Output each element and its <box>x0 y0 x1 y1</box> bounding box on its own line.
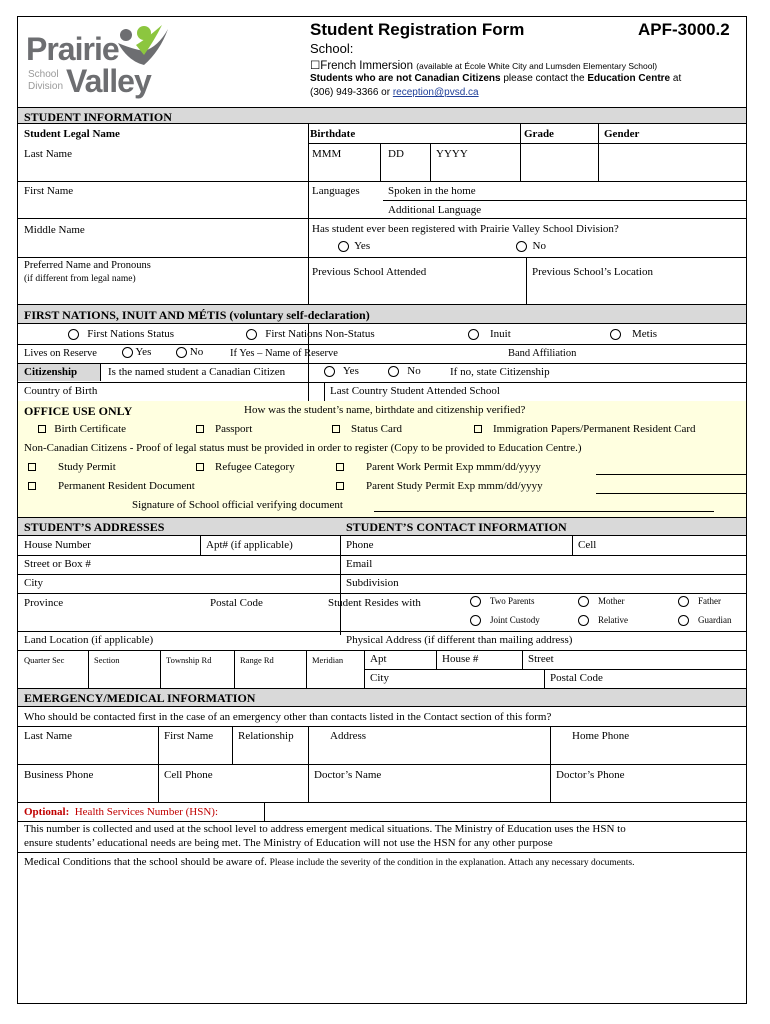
physical-house-field[interactable]: House # <box>442 653 479 665</box>
option-label: Refugee Category <box>215 461 295 473</box>
radio-icon <box>338 241 349 252</box>
citizenship-label <box>18 364 101 381</box>
radio-icon <box>388 366 399 377</box>
birth-year-field[interactable]: YYYY <box>436 148 468 160</box>
immigration-check[interactable] <box>474 423 696 435</box>
option-label: Passport <box>215 423 253 435</box>
meridian-field[interactable]: Meridian <box>312 655 344 665</box>
contact-heading: STUDENT’S CONTACT INFORMATION <box>346 520 567 534</box>
section-fnim <box>18 304 746 324</box>
reserve-name-field[interactable]: If Yes – Name of Reserve <box>230 348 338 359</box>
postal-code-field[interactable]: Postal Code <box>210 597 263 609</box>
section-heading: EMERGENCY/MEDICAL INFORMATION <box>24 691 256 705</box>
citizen-yes-option[interactable] <box>324 365 359 377</box>
option-label: Birth Certificate <box>54 423 127 435</box>
registration-form <box>17 16 747 1004</box>
quarter-sec-field[interactable]: Quarter Sec <box>24 655 65 665</box>
option-label: Yes <box>354 240 371 252</box>
option-label: Mother <box>598 596 625 606</box>
medical-note: Please include the severity of the condition in the explanation. Attach any necessary documents. <box>269 858 635 868</box>
language-spoken-home-field[interactable]: Spoken in the home <box>388 185 476 197</box>
band-affiliation-field[interactable]: Band Affiliation <box>508 348 577 359</box>
citizen-note-bold2: Education Centre <box>587 73 671 84</box>
figure-logo-icon <box>114 21 172 71</box>
citizen-note <box>310 73 681 84</box>
registered-yes-option[interactable] <box>338 240 370 252</box>
range-field[interactable]: Range Rd <box>240 655 274 665</box>
canadian-citizen-question: Is the named student a Canadian Citizen <box>108 366 286 378</box>
radio-icon <box>176 347 187 358</box>
first-nations-status-option[interactable] <box>68 328 174 340</box>
section-addresses <box>18 517 746 536</box>
checkbox-icon <box>38 425 46 433</box>
country-of-birth-field[interactable]: Country of Birth <box>24 385 98 397</box>
option-label: No <box>407 365 421 377</box>
physical-address-label: Physical Address (if different than mailing address) <box>346 634 573 646</box>
legal-name-label: Student Legal Name <box>24 128 120 140</box>
doctor-phone-field[interactable]: Doctor’s Phone <box>556 769 625 781</box>
citizen-note-mid: please contact the <box>503 73 585 84</box>
hsn-note-line1: This number is collected and used at the school level to address emergent medical situations. The Ministry of Education uses the HSN to <box>24 823 626 835</box>
gender-label: Gender <box>604 128 640 140</box>
checkbox-icon <box>28 482 36 490</box>
last-country-field[interactable]: Last Country Student Attended School <box>330 385 500 397</box>
mother-option[interactable] <box>578 596 625 607</box>
form-title: Student Registration Form <box>310 20 525 39</box>
signature-line[interactable] <box>374 511 714 512</box>
radio-icon <box>324 366 335 377</box>
last-name-field[interactable]: Last Name <box>24 148 72 160</box>
physical-apt-field[interactable]: Apt <box>370 653 387 665</box>
option-label: Yes <box>342 365 359 377</box>
cell-field[interactable]: Cell <box>578 539 597 551</box>
option-label: Permanent Resident Document <box>58 480 195 492</box>
option-label: Guardian <box>698 615 732 625</box>
logo-school: School <box>28 69 59 80</box>
study-permit-line[interactable] <box>596 493 746 494</box>
radio-icon <box>578 596 589 607</box>
preferred-name-note: (if different from legal name) <box>24 274 136 284</box>
option-label: Immigration Papers/Permanent Resident Card <box>493 423 696 435</box>
apt-field[interactable]: Apt# (if applicable) <box>206 539 293 551</box>
non-canadian-note: Non-Canadian Citizens - Proof of legal status must be provided in order to register (Copy to be provided to Education Centre.) <box>24 442 582 454</box>
option-label: First Nations Status <box>87 328 175 340</box>
registered-question: Has student ever been registered with Prairie Valley School Division? <box>312 223 619 235</box>
verify-question: How was the student’s name, birthdate and citizenship verified? <box>244 404 526 416</box>
physical-street-field[interactable]: Street <box>528 653 554 665</box>
logo-valley: Valley <box>66 63 151 99</box>
reserve-no-option[interactable] <box>176 346 203 358</box>
radio-icon <box>578 615 589 626</box>
option-label: Relative <box>598 615 628 625</box>
metis-option[interactable] <box>610 328 657 340</box>
middle-name-field[interactable]: Middle Name <box>24 224 85 236</box>
lives-on-reserve-label: Lives on Reserve <box>24 348 97 359</box>
section-field[interactable]: Section <box>94 655 120 665</box>
province-field[interactable]: Province <box>24 597 64 609</box>
work-permit-check[interactable] <box>336 461 541 473</box>
checkbox-icon <box>196 463 204 471</box>
additional-language-field[interactable]: Additional Language <box>388 204 482 216</box>
work-permit-line[interactable] <box>596 474 746 475</box>
cell-phone-field[interactable]: Cell Phone <box>164 769 213 781</box>
emergency-last-name-field[interactable]: Last Name <box>24 730 72 742</box>
permanent-resident-check[interactable] <box>28 480 195 492</box>
radio-icon <box>678 596 689 607</box>
previous-school-field[interactable]: Previous School Attended <box>312 266 427 278</box>
option-label: Parent Work Permit Exp mmm/dd/yyyy <box>366 461 541 473</box>
option-label: Father <box>698 596 721 606</box>
preferred-name-field[interactable]: Preferred Name and Pronouns <box>24 260 151 271</box>
section-heading: STUDENT’S ADDRESSES <box>24 520 165 534</box>
citizen-note-bold: Students who are not Canadian Citizens <box>310 73 501 84</box>
section-student-information <box>18 107 746 124</box>
hsn-field[interactable] <box>24 806 218 818</box>
checkbox-icon <box>332 425 340 433</box>
citizen-note-end: at <box>672 73 682 84</box>
hsn-note-line2: ensure students’ educational needs are being met. The Ministry of Education will not use the HSN for any other purpose <box>24 837 553 849</box>
medical-label: Medical Conditions that the school should be aware of. <box>24 856 267 868</box>
option-label: Metis <box>632 328 658 340</box>
resides-with-label: Student Resides with <box>328 597 421 609</box>
radio-icon <box>68 329 79 340</box>
emergency-first-name-field[interactable]: First Name <box>164 730 214 742</box>
medical-conditions-field[interactable] <box>24 856 634 868</box>
first-nations-non-status-option[interactable] <box>246 328 375 340</box>
signature-label: Signature of School official verifying document <box>132 499 343 511</box>
contact-line <box>310 87 479 98</box>
option-label: No <box>189 346 204 358</box>
option-label: Parent Study Permit Exp mmm/dd/yyyy <box>366 480 543 492</box>
physical-city-field[interactable]: City <box>370 672 389 684</box>
office-phone: (306) 949-3366 or <box>310 87 391 98</box>
study-permit-check[interactable] <box>28 461 116 473</box>
emergency-question: Who should be contacted first in the case of an emergency other than contacts listed in the Contact section of this form? <box>24 711 552 723</box>
section-heading: STUDENT INFORMATION <box>24 110 172 124</box>
relative-option[interactable] <box>578 615 628 626</box>
option-label: Study Permit <box>58 461 116 473</box>
radio-icon <box>470 615 481 626</box>
joint-custody-option[interactable] <box>470 615 540 626</box>
radio-icon <box>468 329 479 340</box>
option-label: Two Parents <box>489 596 535 606</box>
checkbox-icon <box>28 463 36 471</box>
hsn-label: Health Services Number (HSN): <box>74 806 219 818</box>
french-immersion-option[interactable] <box>310 58 657 72</box>
office-email-link[interactable]: reception@pvsd.ca <box>392 87 479 98</box>
guardian-option[interactable] <box>678 615 732 626</box>
languages-label: Languages <box>312 185 360 197</box>
physical-postal-field[interactable]: Postal Code <box>550 672 603 684</box>
option-label: Yes <box>135 346 152 358</box>
french-note: (available at École White City and Lumsden Elementary School) <box>416 61 658 71</box>
radio-icon <box>470 596 481 607</box>
subdivision-field[interactable]: Subdivision <box>346 577 399 589</box>
citizen-no-option[interactable] <box>388 365 421 377</box>
first-name-field[interactable]: First Name <box>24 185 74 197</box>
french-immersion-label: ☐French Immersion <box>310 60 413 72</box>
checkbox-icon <box>474 425 482 433</box>
township-field[interactable]: Township Rd <box>166 655 212 665</box>
logo-division: Division <box>28 81 64 92</box>
house-number-field[interactable]: House Number <box>24 539 91 551</box>
radio-icon <box>610 329 621 340</box>
optional-label: Optional: <box>24 806 70 818</box>
checkbox-icon <box>196 425 204 433</box>
citizenship-label-text: Citizenship <box>24 366 78 378</box>
business-phone-field[interactable]: Business Phone <box>24 769 94 781</box>
previous-school-location-field[interactable]: Previous School’s Location <box>532 266 653 278</box>
passport-check[interactable] <box>196 423 252 435</box>
city-field[interactable]: City <box>24 577 43 589</box>
birth-day-field[interactable]: DD <box>388 148 404 160</box>
school-label: School: <box>310 41 354 56</box>
checkbox-icon <box>336 463 344 471</box>
option-label: Status Card <box>351 423 403 435</box>
refugee-check[interactable] <box>196 461 295 473</box>
two-parents-option[interactable] <box>470 596 534 607</box>
radio-icon <box>516 241 527 252</box>
land-location-label: Land Location (if applicable) <box>24 634 154 646</box>
emergency-address-field[interactable]: Address <box>330 730 367 742</box>
option-label: Inuit <box>490 328 511 340</box>
radio-icon <box>678 615 689 626</box>
radio-icon <box>122 347 133 358</box>
email-field[interactable]: Email <box>346 558 373 570</box>
registered-no-option[interactable] <box>516 240 546 252</box>
option-label: First Nations Non-Status <box>265 328 375 340</box>
grade-label: Grade <box>524 128 554 140</box>
phone-field[interactable]: Phone <box>346 539 374 551</box>
reserve-yes-option[interactable] <box>122 346 151 358</box>
logo-prairie: Prairie <box>26 31 119 67</box>
birth-month-field[interactable]: MMM <box>312 148 342 160</box>
study-permit-exp-check[interactable] <box>336 480 543 492</box>
birthdate-label: Birthdate <box>310 128 356 140</box>
home-phone-field[interactable]: Home Phone <box>572 730 630 742</box>
office-use-heading: OFFICE USE ONLY <box>24 404 133 418</box>
section-emergency <box>18 688 746 707</box>
inuit-option[interactable] <box>468 328 511 340</box>
father-option[interactable] <box>678 596 721 607</box>
radio-icon <box>246 329 257 340</box>
status-card-check[interactable] <box>332 423 402 435</box>
state-citizenship-field[interactable]: If no, state Citizenship <box>450 366 550 378</box>
form-code: APF-3000.2 <box>638 20 730 39</box>
checkbox-icon <box>336 482 344 490</box>
street-field[interactable]: Street or Box # <box>24 558 91 570</box>
option-label: No <box>532 240 546 252</box>
option-label: Joint Custody <box>490 615 540 625</box>
relationship-field[interactable]: Relationship <box>238 730 294 742</box>
section-heading: FIRST NATIONS, INUIT AND MÉTIS (voluntary self-declaration) <box>24 308 370 322</box>
doctor-name-field[interactable]: Doctor’s Name <box>314 769 382 781</box>
birth-certificate-check[interactable] <box>38 423 126 435</box>
